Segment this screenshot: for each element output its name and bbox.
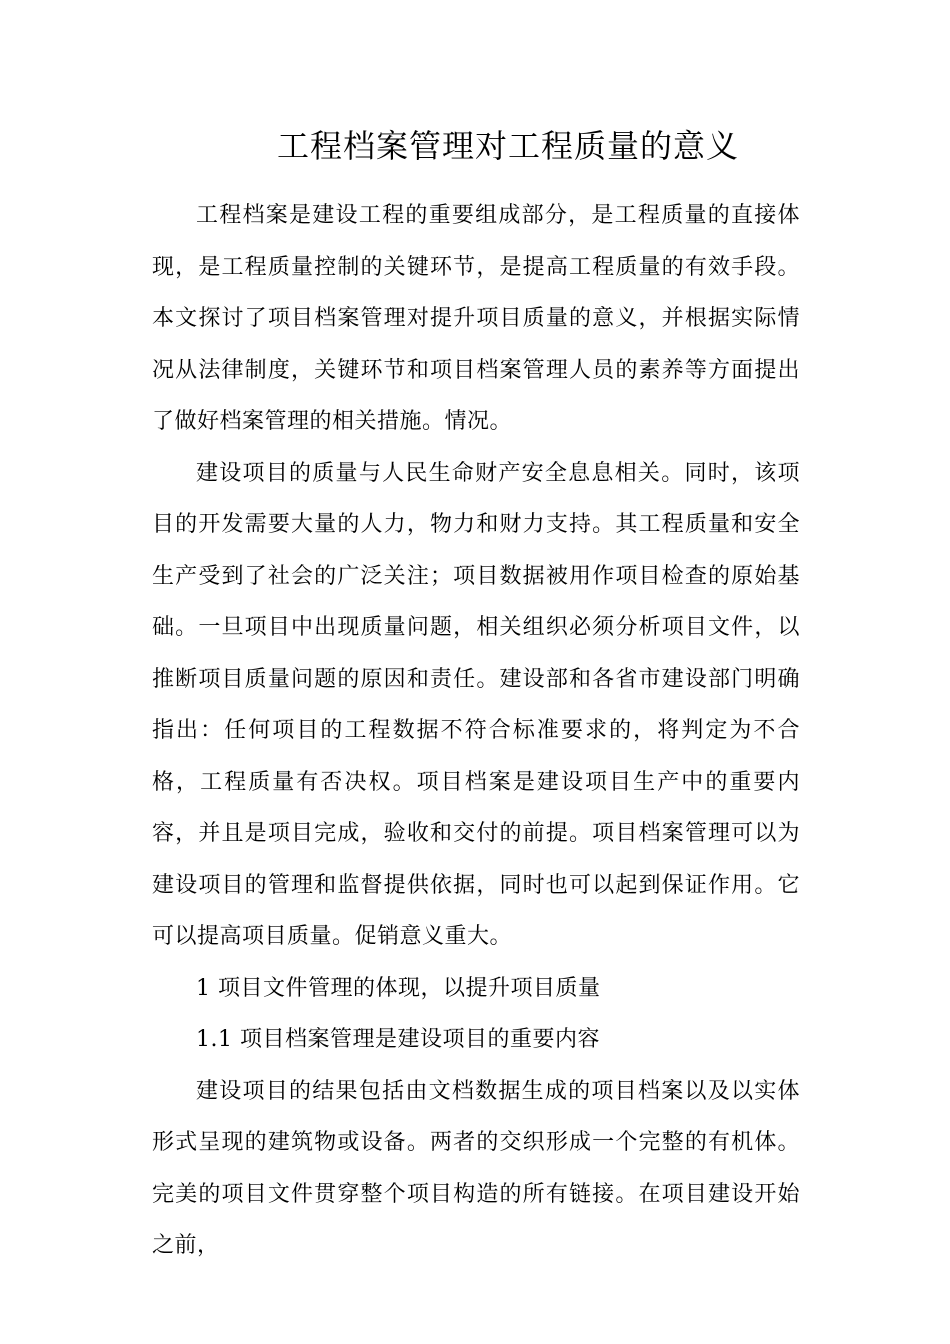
paragraph-intro: 工程档案是建设工程的重要组成部分，是工程质量的直接体现，是工程质量控制的关键环节，是提高工程质量的有效手段。本文探讨了项目档案管理对提升项目质量的意义，并根据实际情况从法律制度，关键环节和项目档案管理人员的素养等方面提出了做好档案管理的相关措施。情况。 xyxy=(152,203,800,434)
paragraph-background: 建设项目的质量与人民生命财产安全息息相关。同时，该项目的开发需要大量的人力，物力和财力支持。其工程质量和安全生产受到了社会的广泛关注；项目数据被用作项目检查的原始基础。一旦项目中出现质量问题，相关组织必须分析项目文件，以推断项目质量问题的原因和责任。建设部和各省市建设部门明确指出：任何项目的工程数据不符合标准要求的，将判定为不合格，工程质量有否决权。项目档案是建设项目生产中的重要内容，并且是项目完成，验收和交付的前提。项目档案管理可以为建设项目的管理和监督提供依据，同时也可以起到保证作用。它可以提高项目质量。促销意义重大。 xyxy=(152,460,800,949)
document-body xyxy=(152,190,800,1272)
document-title: 工程档案管理对工程质量的意义 xyxy=(276,127,739,165)
paragraph-section-1-1: 建设项目的结果包括由文档数据生成的项目档案以及以实体形式呈现的建筑物或设备。两者的交织形成一个完整的有机体。完美的项目文件贯穿整个项目构造的所有链接。在项目建设开始之前， xyxy=(152,1078,800,1258)
subsection-heading-1-1: 1.1 项目档案管理是建设项目的重要内容 xyxy=(196,1027,600,1052)
section-heading-1: 1 项目文件管理的体现，以提升项目质量 xyxy=(196,975,601,1001)
